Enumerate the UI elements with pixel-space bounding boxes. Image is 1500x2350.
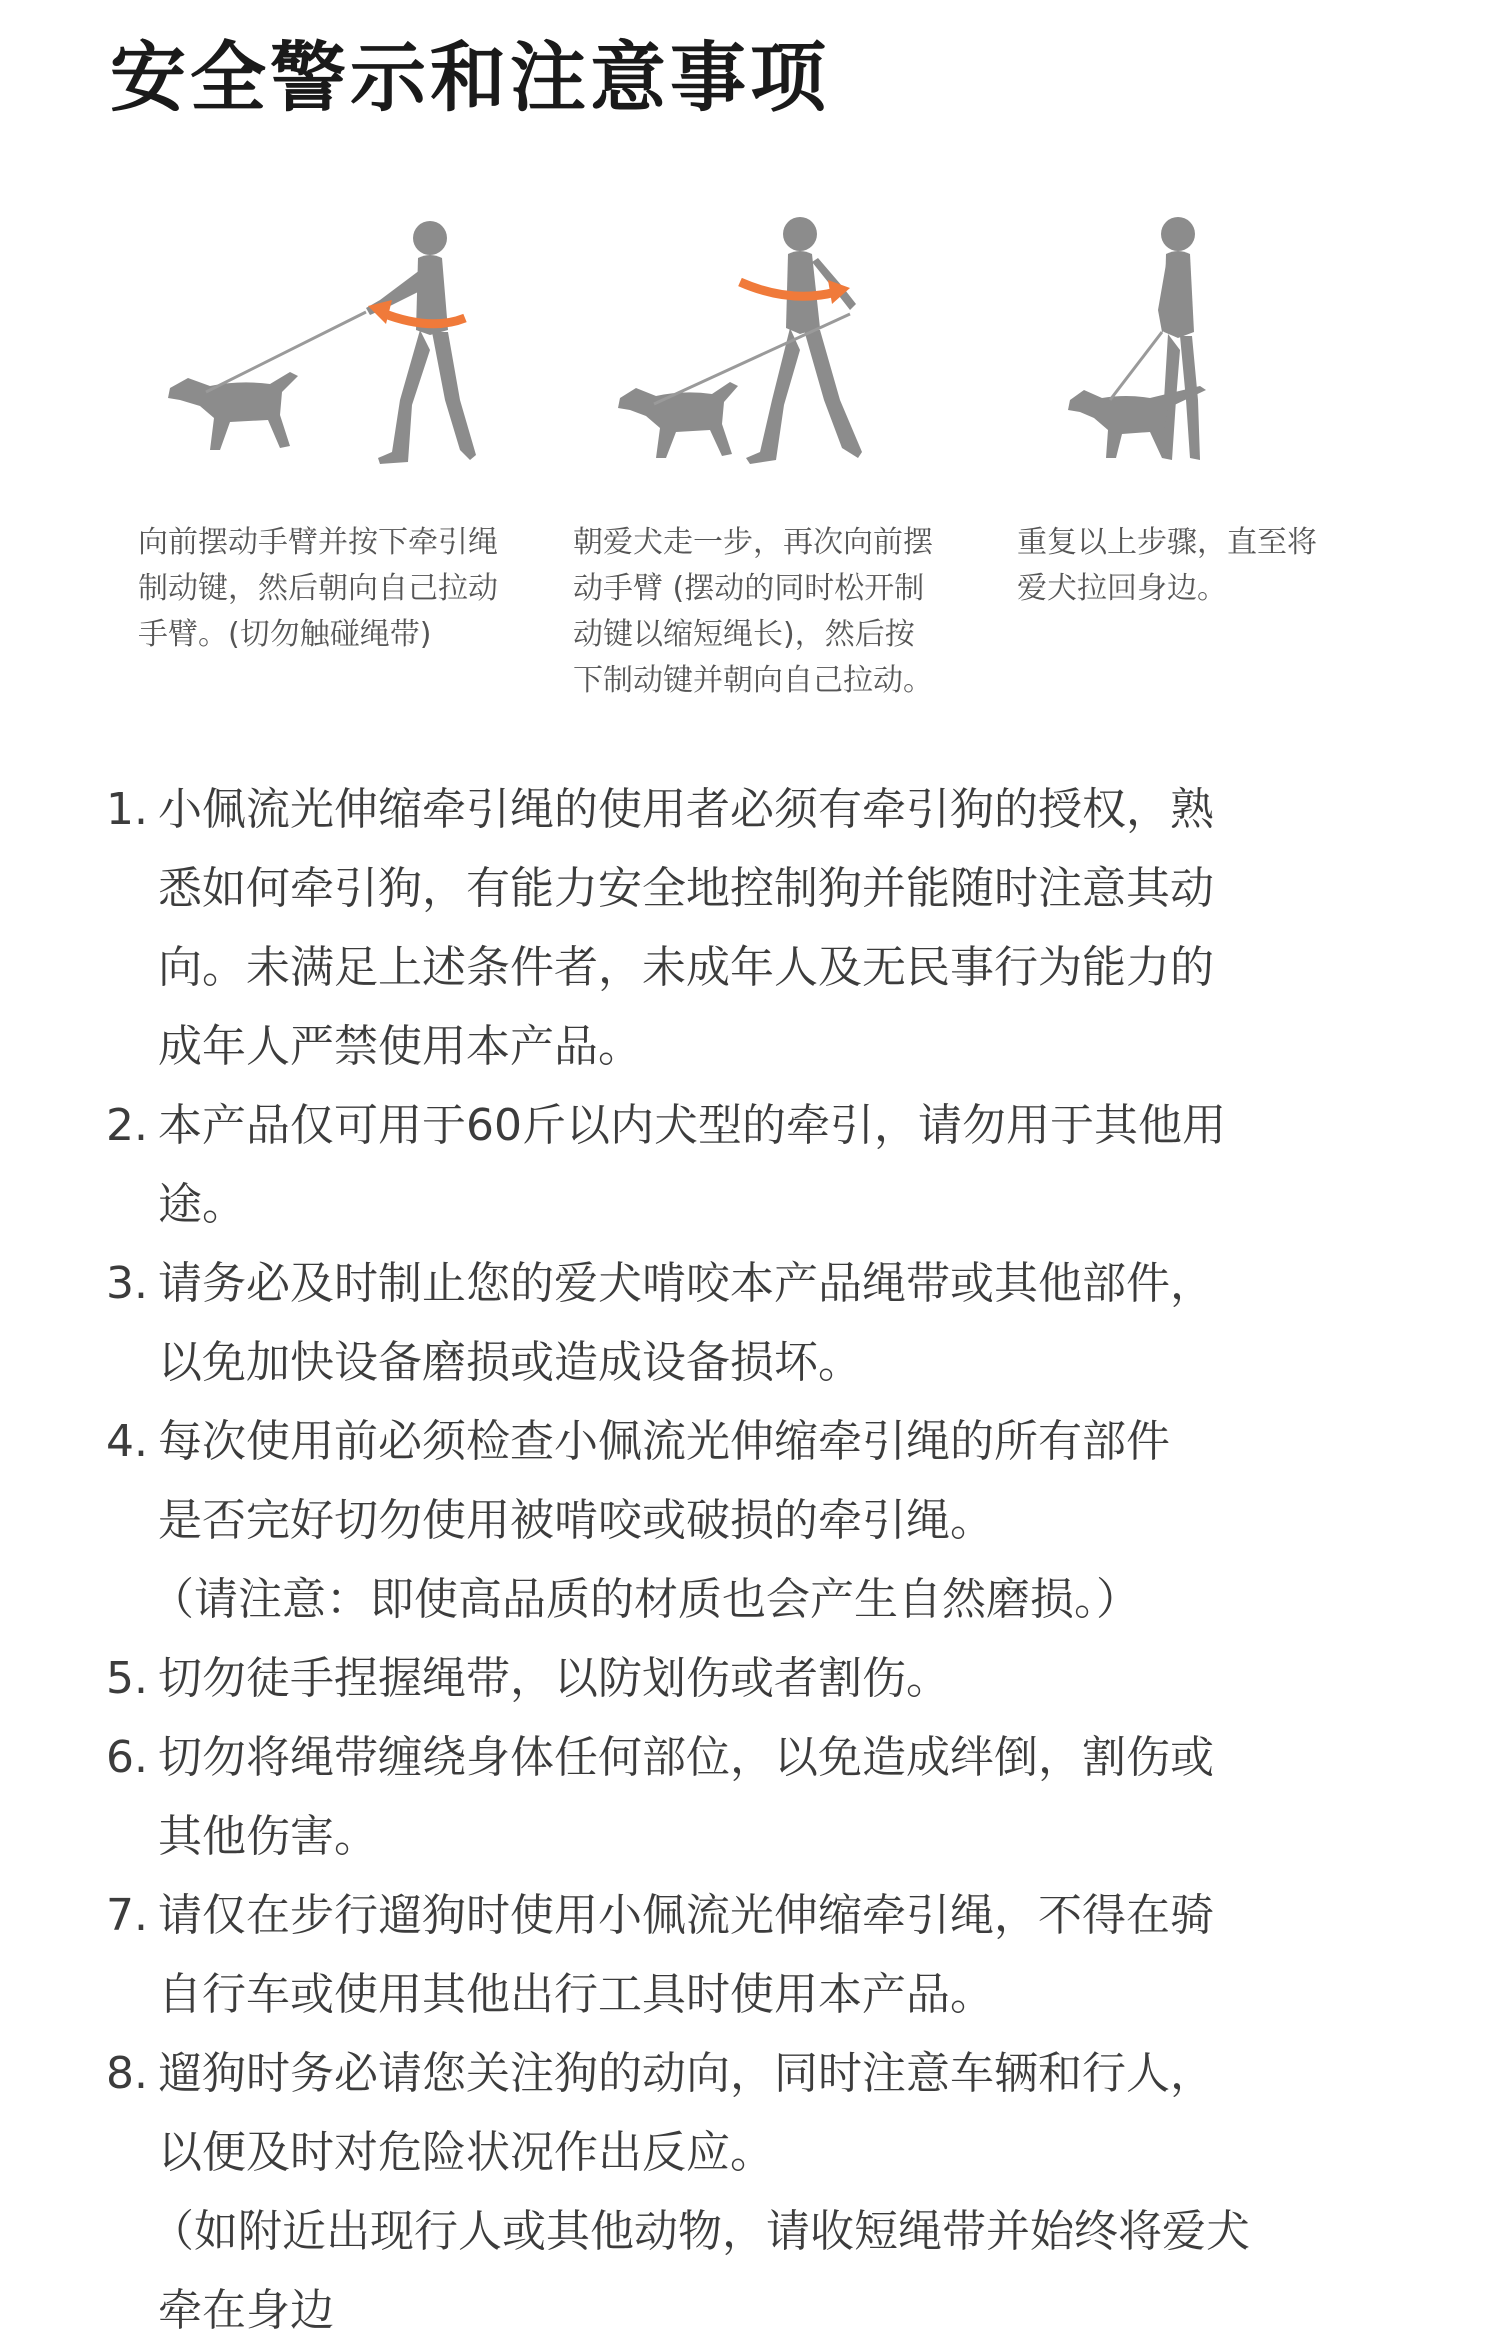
person-leg-front: [378, 330, 430, 464]
dog-body: [168, 372, 298, 450]
note-number: 1.: [106, 784, 148, 835]
dog-body: [1068, 386, 1206, 458]
step-1-caption: 向前摆动手臂并按下牵引绳 制动键，然后朝向自己拉动 手臂。(切勿触碰绳带): [138, 525, 498, 652]
person-head: [413, 221, 447, 255]
note-number: 2.: [106, 1100, 148, 1151]
note-line: 是否完好切勿使用被啃咬或破损的牵引绳。: [158, 1495, 994, 1546]
note-line: 牵在身边: [158, 2285, 334, 2336]
leash-line: [1110, 332, 1162, 400]
person-head: [1161, 217, 1195, 251]
note-line: 成年人严禁使用本产品。: [158, 1021, 642, 1072]
person-head: [783, 217, 817, 251]
person-leg-back: [804, 330, 862, 458]
step-3-illustration: [1050, 200, 1290, 480]
note-line: 自行车或使用其他出行工具时使用本产品。: [158, 1969, 994, 2020]
note-line: 以免加快设备磨损或造成设备损坏。: [158, 1337, 862, 1388]
note-number: 8.: [106, 2048, 148, 2099]
step-2-caption: 朝爱犬走一步，再次向前摆 动手臂 (摆动的同时松开制 动键以缩短绳长)，然后按 下制动键并朝向自己拉动。: [573, 525, 933, 698]
note-line: 向。未满足上述条件者，未成年人及无民事行为能力的: [158, 942, 1214, 993]
note-line: 其他伤害。: [158, 1811, 378, 1862]
note-line: 请务必及时制止您的爱犬啃咬本产品绳带或其他部件，: [158, 1258, 1214, 1309]
note-item-8: [106, 2034, 1366, 2350]
note-item-7: [106, 1876, 1366, 2034]
note-number: 7.: [106, 1890, 148, 1941]
step-1-illustration: [130, 200, 510, 480]
note-line: 切勿将绳带缠绕身体任何部位，以免造成绊倒，割伤或: [158, 1732, 1214, 1783]
page-title: 安全警示和注意事项: [110, 33, 830, 122]
note-line: 悉如何牵引狗，有能力安全地控制狗并能随时注意其动: [158, 863, 1214, 914]
step-3-caption: 重复以上步骤，直至将 爱犬拉回身边。: [1017, 525, 1317, 606]
note-number: 3.: [106, 1258, 148, 1309]
note-number: 6.: [106, 1732, 148, 1783]
person-leg-back: [432, 332, 476, 460]
note-remark: （请注意：即使高品质的材质也会产生自然磨损。）: [150, 1574, 1140, 1625]
note-line: 请仅在步行遛狗时使用小佩流光伸缩牵引绳，不得在骑: [158, 1890, 1214, 1941]
note-item-2: [106, 1086, 1366, 1244]
note-line: 每次使用前必须检查小佩流光伸缩牵引绳的所有部件: [158, 1416, 1170, 1467]
note-item-1: [106, 770, 1366, 1086]
leash-usage-illustrations: [0, 200, 1500, 720]
note-remark: （如附近出现行人或其他动物，请收短绳带并始终将爱犬: [150, 2206, 1250, 2257]
note-line: 途。: [158, 1179, 246, 1230]
note-number: 5.: [106, 1653, 148, 1704]
note-item-6: [106, 1718, 1366, 1876]
step-2-illustration: [600, 200, 920, 480]
note-line: 本产品仅可用于60斤以内犬型的牵引，请勿用于其他用: [158, 1100, 1226, 1151]
note-line: 遛狗时务必请您关注狗的动向，同时注意车辆和行人，: [158, 2048, 1214, 2099]
note-line: 切勿徒手捏握绳带，以防划伤或者割伤。: [158, 1653, 950, 1704]
note-line: 小佩流光伸缩牵引绳的使用者必须有牵引狗的授权，熟: [158, 784, 1214, 835]
note-line: 以便及时对危险状况作出反应。: [158, 2127, 774, 2178]
note-item-3: [106, 1244, 1366, 1402]
note-item-5: [106, 1639, 1366, 1718]
note-item-4: [106, 1402, 1366, 1639]
safety-notes-list: [106, 770, 1366, 2350]
note-number: 4.: [106, 1416, 148, 1467]
